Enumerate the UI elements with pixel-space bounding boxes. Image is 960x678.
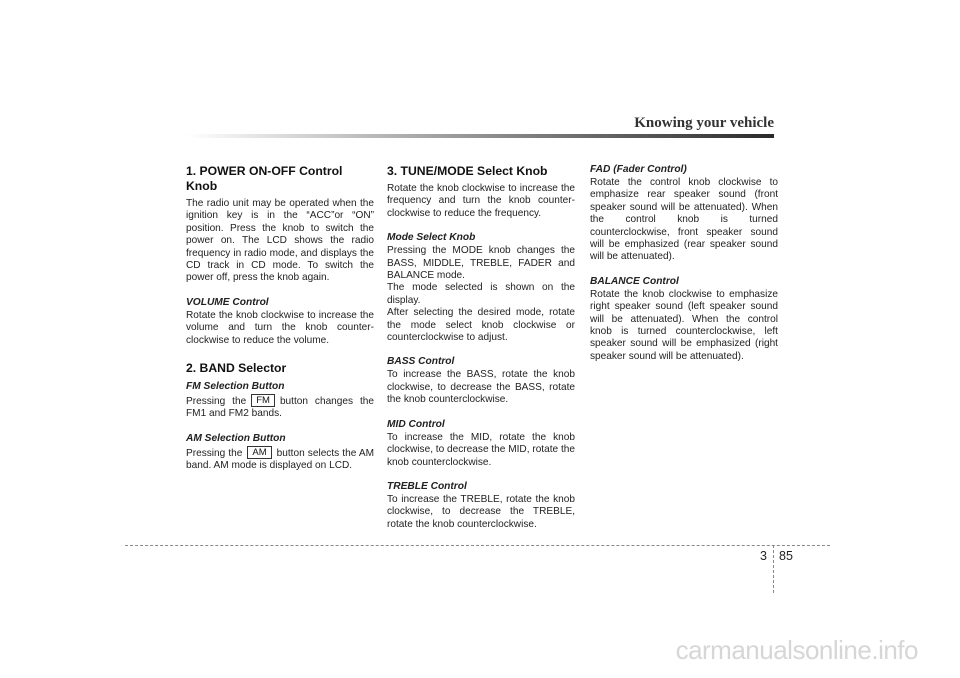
column-middle bbox=[387, 164, 575, 531]
header-rule bbox=[186, 134, 774, 138]
column-right bbox=[590, 163, 778, 363]
header-title: Knowing your vehicle bbox=[634, 115, 774, 131]
am-heading: AM Selection Button bbox=[186, 432, 286, 444]
footer-rule bbox=[125, 545, 830, 546]
fm-heading: FM Selection Button bbox=[186, 381, 285, 393]
treble-heading: TREBLE Control bbox=[387, 480, 467, 492]
balance-heading: BALANCE Control bbox=[590, 275, 679, 287]
mode-body-3: After selecting the desired mode, rotate the mode select knob clockwise or counterclockwise to adjust. bbox=[387, 307, 575, 344]
band-heading: 2. BAND Selector bbox=[186, 361, 287, 376]
treble-body: To increase the TREBLE, rotate the knob clockwise, to decrease the TREBLE, rotate the knob counterclockwise. bbox=[387, 493, 575, 530]
volume-body: Rotate the knob clockwise to increase the volume and turn the knob counter-clockwise to reduce the volume. bbox=[186, 309, 374, 346]
tune-body: Rotate the knob clockwise to increase the frequency and turn the knob counter-clockwise to reduce the frequency. bbox=[387, 183, 575, 219]
column-left bbox=[186, 164, 374, 473]
power-heading: 1. POWER ON-OFF Control Knob bbox=[186, 164, 343, 193]
am-body: Pressing the AM button selects the AM band. AM mode is displayed on LCD. bbox=[186, 446, 374, 472]
chapter-number: 3 bbox=[760, 549, 767, 563]
am-button-glyph: AM bbox=[247, 446, 271, 459]
volume-heading: VOLUME Control bbox=[186, 296, 269, 308]
mode-body-2: The mode selected is shown on the display. bbox=[387, 282, 575, 306]
fm-button-glyph: FM bbox=[251, 394, 275, 407]
footer-divider bbox=[773, 545, 774, 593]
power-body: The radio unit may be operated when the ignition key is in the “ACC”or “ON” position. Press the knob to switch the power on. The LCD shows the radio frequency in radio mode, and displays the CD track in CD mode. To switch the power off, press the knob again. bbox=[186, 198, 374, 284]
fad-body: Rotate the control knob clockwise to emphasize rear speaker sound (front speaker sound will be attenuated). When the control knob is turned counterclockwise, front speaker sound will be emphasized (rear speaker sound will be attenuated). bbox=[590, 177, 778, 263]
mode-heading: Mode Select Knob bbox=[387, 232, 476, 244]
balance-body: Rotate the knob clockwise to emphasize right speaker sound (left speaker sound will be attenuated). When the control knob is turned counterclockwise, left speaker sound will be emphasized (right speaker sound will be attenuated). bbox=[590, 288, 778, 362]
mid-body: To increase the MID, rotate the knob clockwise, to decrease the MID, rotate the knob counterclockwise. bbox=[387, 431, 575, 468]
mid-heading: MID Control bbox=[387, 418, 445, 430]
page-number: 85 bbox=[779, 549, 793, 563]
fad-heading: FAD (Fader Control) bbox=[590, 164, 687, 175]
fm-body: Pressing the FM button changes the FM1 and FM2 bands. bbox=[186, 395, 375, 420]
bass-body: To increase the BASS, rotate the knob clockwise, to decrease the BASS, rotate the knob counterclockwise. bbox=[387, 369, 575, 406]
watermark: carmanualsonline.info bbox=[675, 635, 918, 665]
mode-body-1: Pressing the MODE knob changes the BASS, MIDDLE, TREBLE, FADER and BALANCE mode. bbox=[387, 245, 575, 282]
bass-heading: BASS Control bbox=[387, 356, 455, 368]
tune-heading: 3. TUNE/MODE Select Knob bbox=[387, 164, 548, 178]
